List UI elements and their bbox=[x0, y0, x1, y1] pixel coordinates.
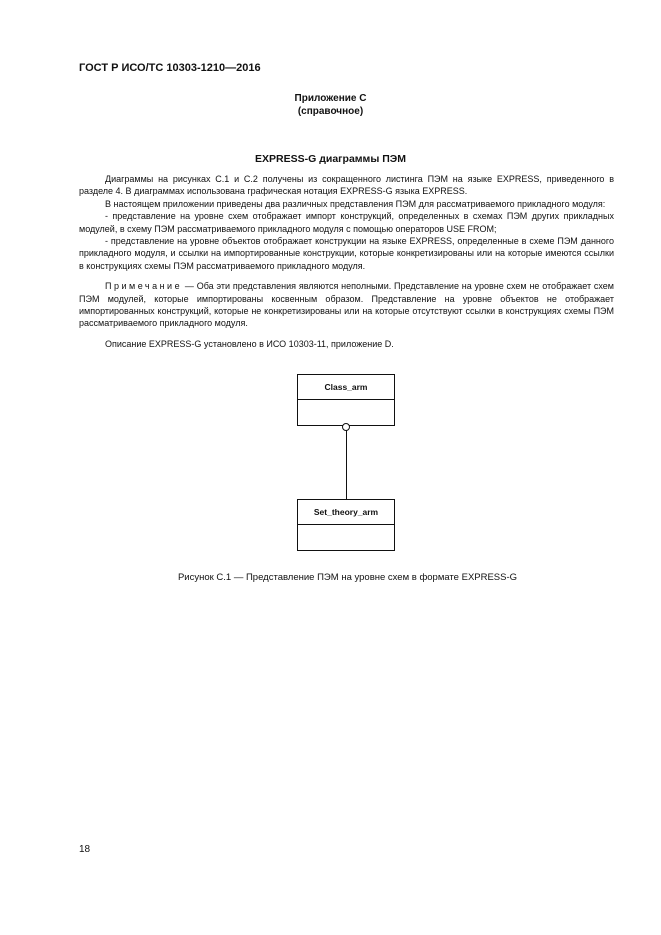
class-arm-box bbox=[297, 374, 395, 426]
body-text bbox=[79, 173, 614, 350]
paragraph: В настоящем приложении приведены два различных представления ПЭМ для рассматриваемого прикладного модуля: bbox=[105, 198, 606, 209]
schema-connector-line bbox=[346, 430, 347, 499]
figure-caption: Рисунок С.1 — Представление ПЭМ на уровне схем в формате EXPRESS-G bbox=[177, 572, 518, 583]
note-text: — Оба эти представления являются неполными. Представление на уровне схем не отображает схем ПЭМ модулей, которые импортированы косвенным образом. Представление на уровне объектов не отображает импортированных конструкций, которые не конкретизированы или на которые отсутствуют ссылки в конструкциях схемы ПЭМ рассматриваемого прикладного модуля. bbox=[79, 281, 614, 329]
paragraph: Диаграммы на рисунках С.1 и С.2 получены из сокращенного листинга ПЭМ на языке EXPRESS, приведенного в разделе 4. В диаграммах использована графическая нотация EXPRESS-G языка EXPRESS. bbox=[79, 174, 614, 197]
appendix-subtitle: (справочное) bbox=[297, 106, 364, 117]
note-paragraph bbox=[79, 280, 614, 330]
page-number: 18 bbox=[79, 844, 91, 855]
class-arm-label: Class_arm bbox=[298, 375, 394, 400]
appendix-heading bbox=[0, 92, 661, 118]
connector-circle-icon bbox=[342, 423, 350, 431]
set-theory-arm-box bbox=[297, 499, 395, 551]
document-header: ГОСТ Р ИСО/ТС 10303-1210—2016 bbox=[79, 62, 261, 74]
note-label: Примечание bbox=[105, 281, 183, 292]
section-title: EXPRESS-G диаграммы ПЭМ bbox=[255, 153, 406, 165]
set-theory-arm-label: Set_theory_arm bbox=[298, 500, 394, 525]
list-item: - представление на уровне объектов отображает конструкции на языке EXPRESS, определенные в схеме ПЭМ данного прикладного модуля, и ссылки на импортированные конструкции, которые конкретизированы или на которые имеются ссылки в конструкциях схемы ПЭМ рассматриваемого прикладного модуля. bbox=[79, 236, 614, 271]
appendix-title: Приложение С bbox=[294, 93, 367, 104]
paragraph: Описание EXPRESS-G установлено в ИСО 10303-11, приложение D. bbox=[105, 338, 394, 349]
list-item: - представление на уровне схем отображает импорт конструкций, определенных в схемах ПЭМ других прикладных модулей, в схему ПЭМ рассматриваемого прикладного модуля с помощью операторов USE FROM; bbox=[79, 211, 614, 234]
